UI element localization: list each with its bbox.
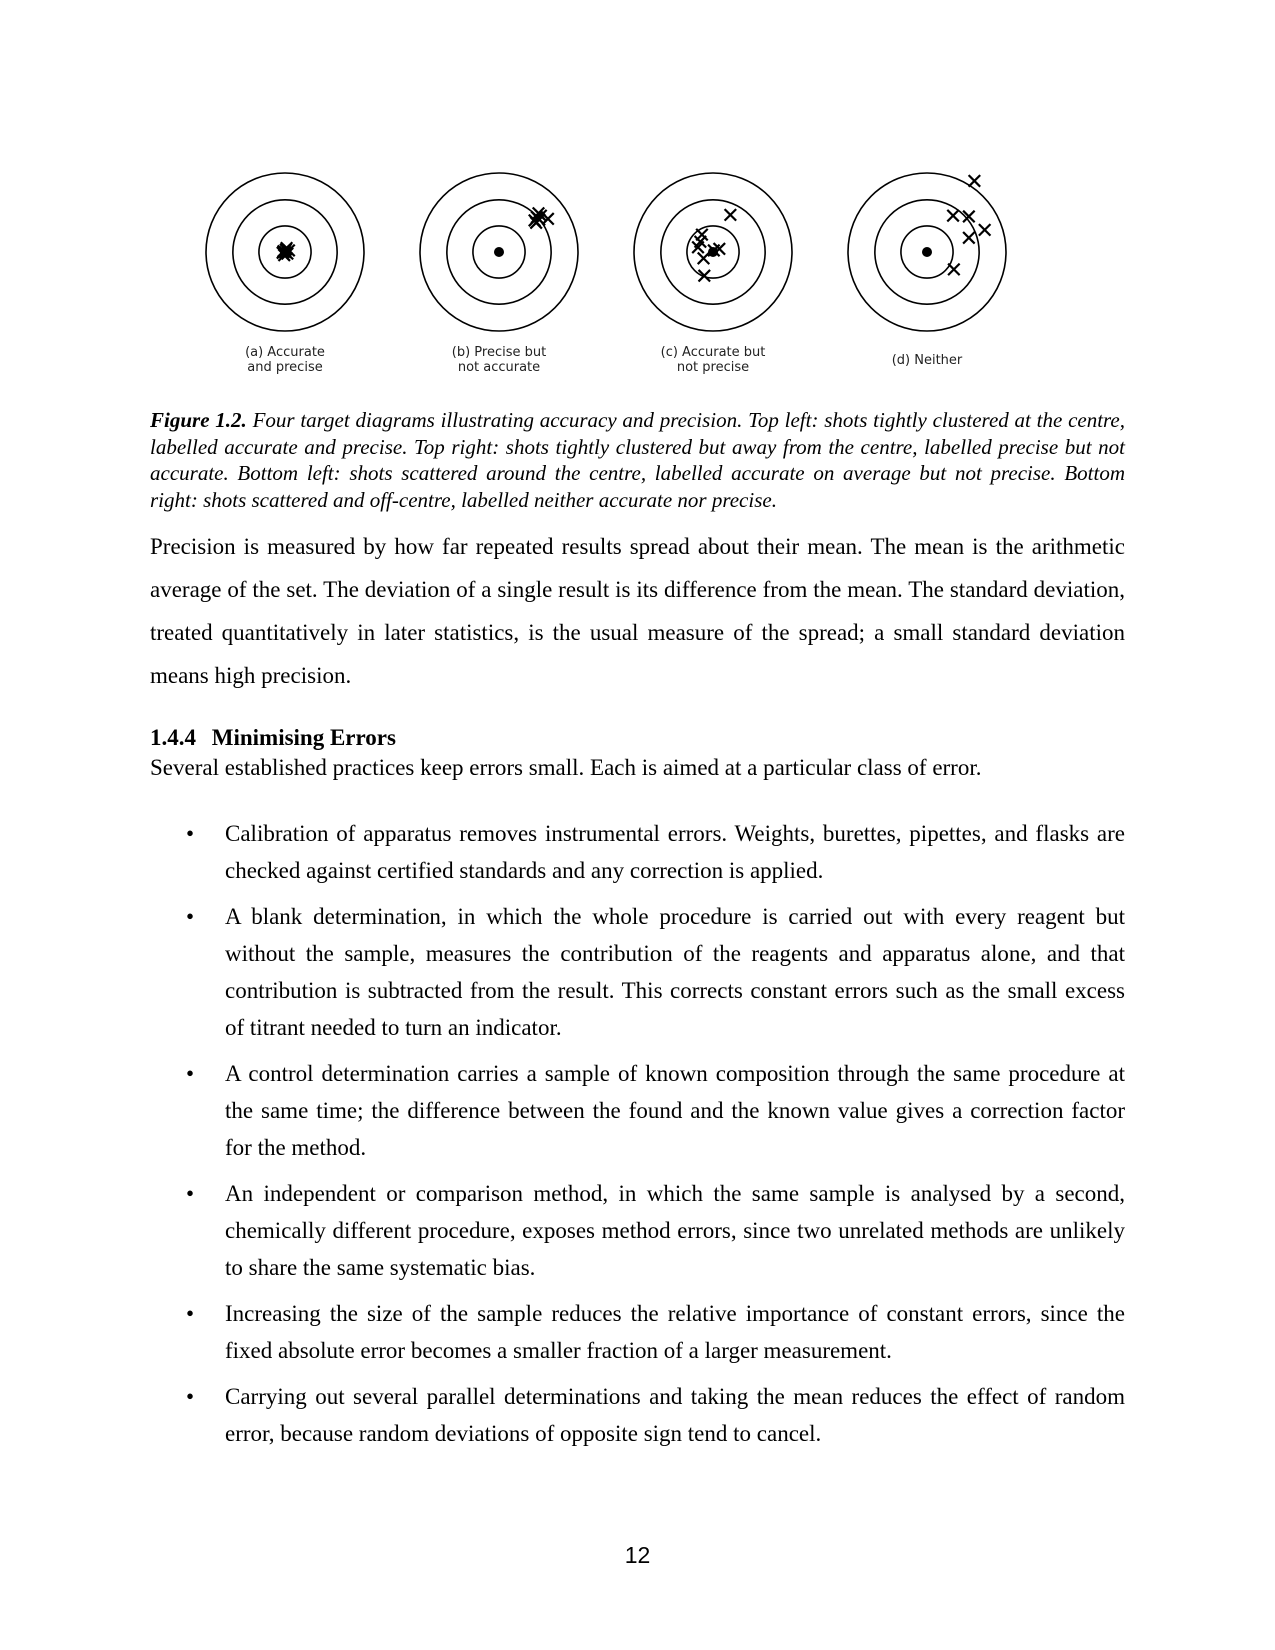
shot-mark	[948, 211, 958, 221]
target-label: (a) Accurate	[245, 345, 325, 360]
shot-mark	[980, 225, 990, 235]
practices-list	[150, 815, 1125, 1461]
shot-mark	[969, 176, 979, 186]
list-item: • A blank determination, in which the whole procedure is carried out with every reagent but without the sample, measures the contribution of the reagents and apparatus alone, and that contribution is subtracted from the result. This corrects constant errors such as the small excess of titrant needed to turn an indicator.	[150, 898, 1125, 1046]
section-title: Minimising Errors	[211, 725, 396, 750]
bullseye-dot	[922, 247, 932, 257]
target-4	[848, 173, 1006, 368]
figure-caption	[150, 407, 1125, 513]
precision-paragraph: Precision is measured by how far repeated results spread about their mean. The mean is the arithmetic average of the set. The deviation of a single result is its difference from the mean. The standard deviation, treated quantitatively in later statistics, is the usual measure of the spread; a small standard deviation means high precision.	[150, 534, 1125, 688]
bullet-icon: •	[186, 821, 195, 846]
list-item: • A control determination carries a sample of known composition through the same procedure at the same time; the difference between the found and the known value gives a correction factor for the method.	[150, 1055, 1125, 1166]
shot-mark	[964, 233, 974, 243]
shot-mark	[699, 253, 709, 263]
target-label: (c) Accurate but	[660, 345, 766, 360]
bullet-icon: •	[186, 904, 195, 929]
target-3	[634, 173, 792, 375]
bullet-icon: •	[186, 1181, 195, 1206]
figure-label: Figure 1.2.	[150, 408, 247, 432]
target-diagrams-figure	[185, 160, 1085, 400]
list-item: • Calibration of apparatus removes instrumental errors. Weights, burettes, pipettes, and flasks are checked against certified standards and any correction is applied.	[150, 815, 1125, 889]
bullet-icon: •	[186, 1301, 195, 1326]
target-1	[206, 173, 364, 375]
target-label: (d) Neither	[891, 353, 963, 368]
page-number: 12	[624, 1542, 651, 1568]
list-item: • An independent or comparison method, in which the same sample is analysed by a second, chemically different procedure, exposes method errors, since two unrelated methods are unlikely to share the same systematic bias.	[150, 1175, 1125, 1286]
list-item: • Carrying out several parallel determinations and taking the mean reduces the effect of random error, because random deviations of opposite sign tend to cancel.	[150, 1378, 1125, 1452]
bullet-icon: •	[186, 1384, 195, 1409]
caption-text: Four target diagrams illustrating accuracy and precision. Top left: shots tightly clustered at the centre, labelled accurate and precise. Top right: shots tightly clustered but away from the centre, labelled precise but not accurate. Bottom left: shots scattered around the centre, labelled accurate on average but not precise. Bottom right: shots scattered and off-centre, labelled neither accurate nor precise.	[150, 408, 1126, 512]
section-number: 1.4.4	[150, 725, 196, 750]
bullet-icon: •	[186, 1061, 195, 1086]
target-label: not accurate	[457, 360, 541, 375]
target-label: (b) Precise but	[451, 345, 547, 360]
intro-paragraph: Several established practices keep errors small. Each is aimed at a particular class of error.	[150, 755, 982, 780]
shot-mark	[949, 264, 959, 274]
target-label: not precise	[676, 360, 750, 375]
target-2	[420, 173, 578, 375]
bullseye-dot	[494, 247, 504, 257]
target-label: and precise	[247, 360, 323, 375]
list-item: • Increasing the size of the sample reduces the relative importance of constant errors, since the fixed absolute error becomes a smaller fraction of a larger measurement.	[150, 1295, 1125, 1369]
shot-mark	[725, 210, 735, 220]
